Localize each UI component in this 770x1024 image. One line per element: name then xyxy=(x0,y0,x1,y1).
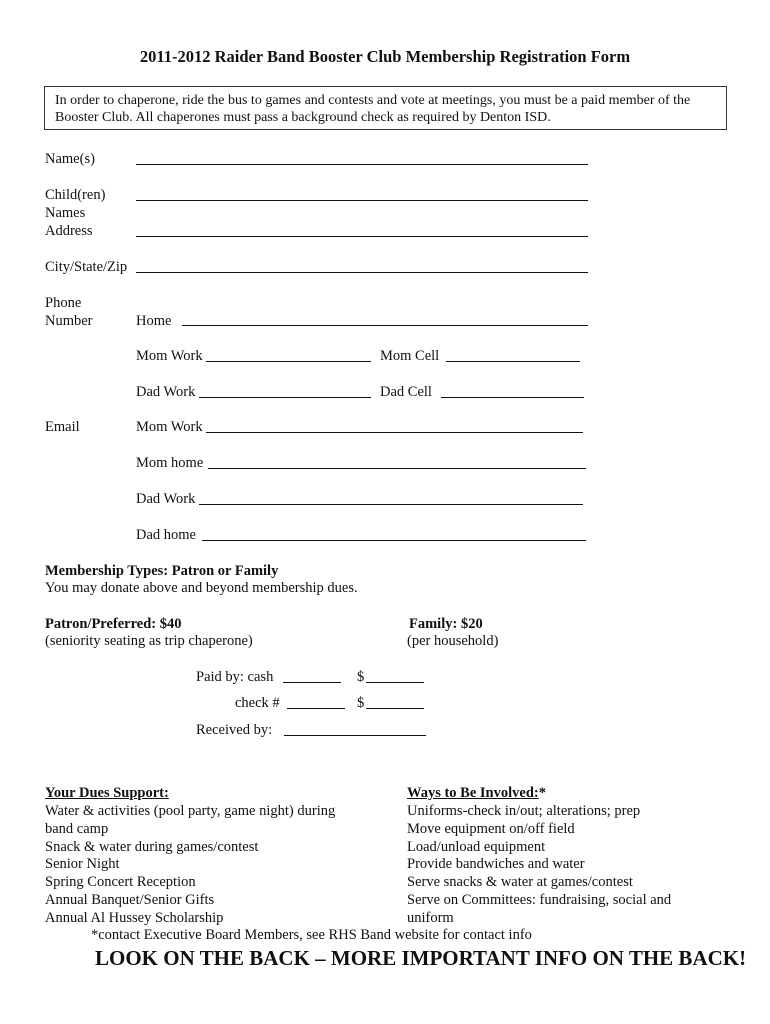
mom-work-phone-label: Mom Work xyxy=(136,348,203,364)
mom-cell-field[interactable] xyxy=(446,361,580,362)
dues-item: Annual Banquet/Senior Gifts xyxy=(45,892,215,908)
membership-subtext: You may donate above and beyond membership dues. xyxy=(45,580,358,596)
dues-support-heading: Your Dues Support: xyxy=(45,785,169,801)
children-label: Child(ren) xyxy=(45,187,106,203)
involved-item: Serve snacks & water at games/contest xyxy=(407,874,633,890)
family-option-note: (per household) xyxy=(407,633,499,649)
address-field[interactable] xyxy=(136,236,588,237)
dues-item: band camp xyxy=(45,821,109,837)
check-number-label: check # xyxy=(235,695,280,711)
ways-involved-asterisk: * xyxy=(538,785,546,801)
family-option-label: Family: $20 xyxy=(409,616,483,632)
ways-involved-heading: Ways to Be Involved: xyxy=(407,785,539,801)
email-mom-work-field[interactable] xyxy=(206,432,583,433)
contact-footnote: *contact Executive Board Members, see RHS Band website for contact info xyxy=(91,927,532,943)
address-label: Address xyxy=(45,223,93,239)
patron-option-note: (seniority seating as trip chaperone) xyxy=(45,633,253,649)
membership-notice-box: In order to chaperone, ride the bus to games and contests and vote at meetings, you must be a paid member of the Booster Club. All chaperones must pass a background check as required by Denton ISD. xyxy=(44,86,727,130)
home-phone-field[interactable] xyxy=(182,325,588,326)
check-dollar-sign: $ xyxy=(357,695,365,711)
city-state-zip-field[interactable] xyxy=(136,272,588,273)
dad-cell-label: Dad Cell xyxy=(380,384,432,400)
names-label: Name(s) xyxy=(45,151,95,167)
home-phone-label: Home xyxy=(136,313,172,329)
dues-item: Spring Concert Reception xyxy=(45,874,196,890)
email-dad-home-field[interactable] xyxy=(202,540,586,541)
involved-item: Uniforms-check in/out; alterations; prep xyxy=(407,803,641,819)
cash-field[interactable] xyxy=(283,682,341,683)
email-mom-work-label: Mom Work xyxy=(136,419,203,435)
cash-dollar-sign: $ xyxy=(357,669,365,685)
form-title: 2011-2012 Raider Band Booster Club Membership Registration Form xyxy=(139,47,631,66)
paid-by-cash-label: Paid by: cash xyxy=(196,669,274,685)
check-number-field[interactable] xyxy=(287,708,345,709)
city-state-zip-label: City/State/Zip xyxy=(45,259,128,275)
email-dad-work-field[interactable] xyxy=(199,504,583,505)
children-names-label: Names xyxy=(45,205,86,221)
membership-types-heading: Membership Types: Patron or Family xyxy=(45,563,279,579)
cash-amount-field[interactable] xyxy=(366,682,424,683)
patron-option-label: Patron/Preferred: $40 xyxy=(45,616,182,632)
dad-work-phone-field[interactable] xyxy=(199,397,371,398)
involved-item: Provide bandwiches and water xyxy=(407,856,585,872)
involved-item: uniform xyxy=(407,910,454,926)
names-field[interactable] xyxy=(136,164,588,165)
check-amount-field[interactable] xyxy=(366,708,424,709)
email-dad-work-label: Dad Work xyxy=(136,491,196,507)
phone-label: Phone xyxy=(45,295,82,311)
email-mom-home-label: Mom home xyxy=(136,455,204,471)
children-names-field[interactable] xyxy=(136,200,588,201)
involved-item: Load/unload equipment xyxy=(407,839,546,855)
dues-item: Snack & water during games/contest xyxy=(45,839,259,855)
dues-item: Water & activities (pool party, game night) during xyxy=(45,803,336,819)
ways-involved-heading-wrap xyxy=(407,784,546,802)
involved-item: Move equipment on/off field xyxy=(407,821,575,837)
email-label: Email xyxy=(45,419,80,435)
mom-work-phone-field[interactable] xyxy=(206,361,371,362)
mom-cell-label: Mom Cell xyxy=(380,348,440,364)
received-by-field[interactable] xyxy=(284,735,426,736)
involved-item: Serve on Committees: fundraising, social and xyxy=(407,892,672,908)
dues-item: Annual Al Hussey Scholarship xyxy=(45,910,224,926)
back-page-banner: LOOK ON THE BACK – MORE IMPORTANT INFO ON THE BACK! xyxy=(95,946,747,970)
received-by-label: Received by: xyxy=(196,722,273,738)
email-mom-home-field[interactable] xyxy=(208,468,586,469)
dad-cell-field[interactable] xyxy=(441,397,584,398)
dues-item: Senior Night xyxy=(45,856,120,872)
email-dad-home-label: Dad home xyxy=(136,527,196,543)
dad-work-phone-label: Dad Work xyxy=(136,384,196,400)
phone-number-label: Number xyxy=(45,313,93,329)
